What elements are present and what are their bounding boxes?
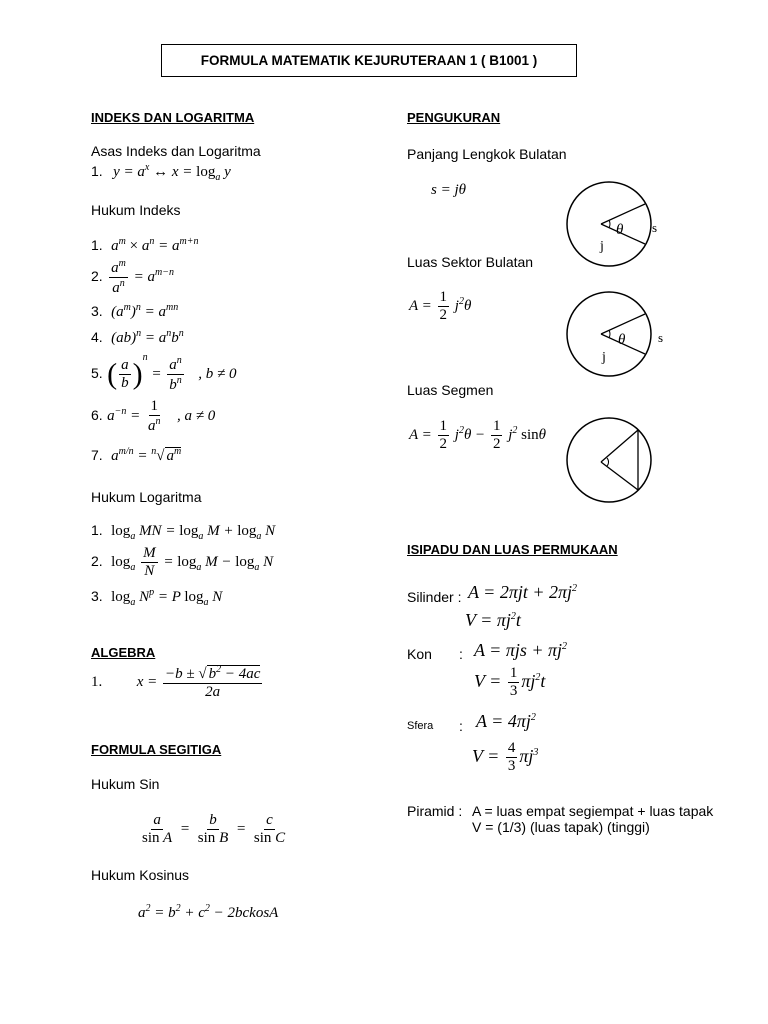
kon-colon: :: [459, 646, 463, 662]
formula-indeks-1: 1. $a^m \times a^n = a^{m+n}$: [91, 236, 199, 254]
formula-indeks-3: 3. $(a^m)^n = a^{mn}$: [91, 302, 179, 320]
sfera-label: Sfera: [407, 720, 434, 732]
formula-indeks-2: 2. $\frac{a^m}{a^n}$ = $a^{m-n}$: [91, 258, 174, 297]
heading-indeks-logaritma: INDEKS DAN LOGARITMA: [91, 110, 255, 125]
diagram-sektor: [560, 286, 680, 386]
formula-silinder-luas: $A = 2\pi jt + 2\pi j^2$: [468, 582, 578, 602]
heading-isipadu: ISIPADU DAN LUAS PERMUKAAN: [407, 542, 618, 557]
formula-indeks-7: 7. $a^{m/n} = ^n√$ $a^m$: [91, 446, 182, 464]
formula-quadratic: 1. x = $\frac{-b \pm √ b^2 - 4ac}{2a}$: [91, 664, 261, 701]
heading-formula-segitiga: FORMULA SEGITIGA: [91, 742, 222, 757]
label-s: s: [652, 220, 658, 235]
formula-kon-luas: $A = \pi js + \pi j^2$: [474, 640, 568, 660]
luas-sektor-label: Luas Sektor Bulatan: [407, 254, 534, 270]
formula-sfera-luas: $A = 4\pi j^2$: [476, 711, 536, 731]
heading-algebra: ALGEBRA: [91, 645, 156, 660]
diagram-segmen: [560, 410, 680, 510]
panjang-lengkok-label: Panjang Lengkok Bulatan: [407, 146, 567, 162]
formula-asas: 1. $y = a^x$ ↔ $x = \log_a y$: [91, 162, 231, 183]
formula-log-1: 1. $\log_a$ MN = $\log_a M + \log_a N$: [91, 522, 276, 542]
formula-sfera-isipadu: V = $\frac{4}{3}$ $\pi j^3$: [472, 740, 539, 775]
formula-log-2: 2. $\log_a$ $\frac{M}{N}$ = $\log_a M - \log_a N$: [91, 545, 274, 580]
formula-sektor: A = $\frac{1}{2}$ $j^2\theta$: [409, 289, 472, 324]
hukum-sin-label: Hukum Sin: [91, 776, 160, 792]
label-theta: θ: [618, 332, 626, 348]
formula-indeks-4: 4. $(ab)^n = a^nb^n$: [91, 328, 184, 346]
formula-indeks-5: 5. ( $\frac{a}{b}$ )$^n$ = $\frac{a^n}{b^n}$ , b ≠ 0: [91, 352, 237, 394]
hukum-kosinus-label: Hukum Kosinus: [91, 867, 190, 883]
piramid-label: Piramid :: [407, 803, 463, 819]
label-s: s: [658, 330, 664, 345]
circle-outline: [567, 182, 651, 266]
label-j: j: [602, 350, 606, 365]
formula-log-3: 3. $\log_a N^p = P$ $\log_a N$: [91, 587, 223, 608]
page-title: FORMULA MATEMATIK KEJURUTERAAN 1 ( B1001 ): [161, 44, 577, 77]
label-theta: θ: [616, 222, 624, 238]
hukum-indeks-label: Hukum Indeks: [91, 202, 181, 218]
sfera-colon: :: [459, 718, 463, 734]
kon-label: Kon: [407, 646, 432, 662]
silinder-label: Silinder :: [407, 589, 462, 605]
formula-segmen: A = $\frac{1}{2}$ $j^2\theta$ − $\frac{1}{2}$ $j^2$ sinθ: [409, 418, 546, 453]
formula-lengkok: s = jθ: [431, 182, 466, 198]
luas-segmen-label: Luas Segmen: [407, 382, 494, 398]
heading-pengukuran: PENGUKURAN: [407, 110, 501, 125]
formula-hukum-kosinus: $a^2 = b^2 + c^2$ − 2bckosA: [138, 903, 279, 921]
asas-indeks-label: Asas Indeks dan Logaritma: [91, 143, 261, 159]
formula-hukum-sin: $\frac{a}{\text{sin A}}$ = $\frac{b}{\text{sin B}}$ = $\frac{c}{\text{sin C}}$: [142, 812, 286, 847]
formula-kon-isipadu: V = $\frac{1}{3}$ $\pi j^2t$: [474, 665, 546, 700]
piramid-luas: A = luas empat segiempat + luas tapak: [472, 803, 714, 819]
formula-indeks-6: 6. $a^{-n}$ = $\frac{1}{a^n}$ , a ≠ 0: [91, 398, 216, 435]
hukum-logaritma-label: Hukum Logaritma: [91, 489, 202, 505]
circle-outline: [567, 292, 651, 376]
piramid-isipadu: V = (1/3) (luas tapak) (tinggi): [472, 819, 650, 835]
diagram-lengkok: [560, 176, 680, 276]
label-j: j: [600, 239, 604, 254]
formula-silinder-isipadu: $V = \pi j^2t$: [465, 610, 521, 630]
